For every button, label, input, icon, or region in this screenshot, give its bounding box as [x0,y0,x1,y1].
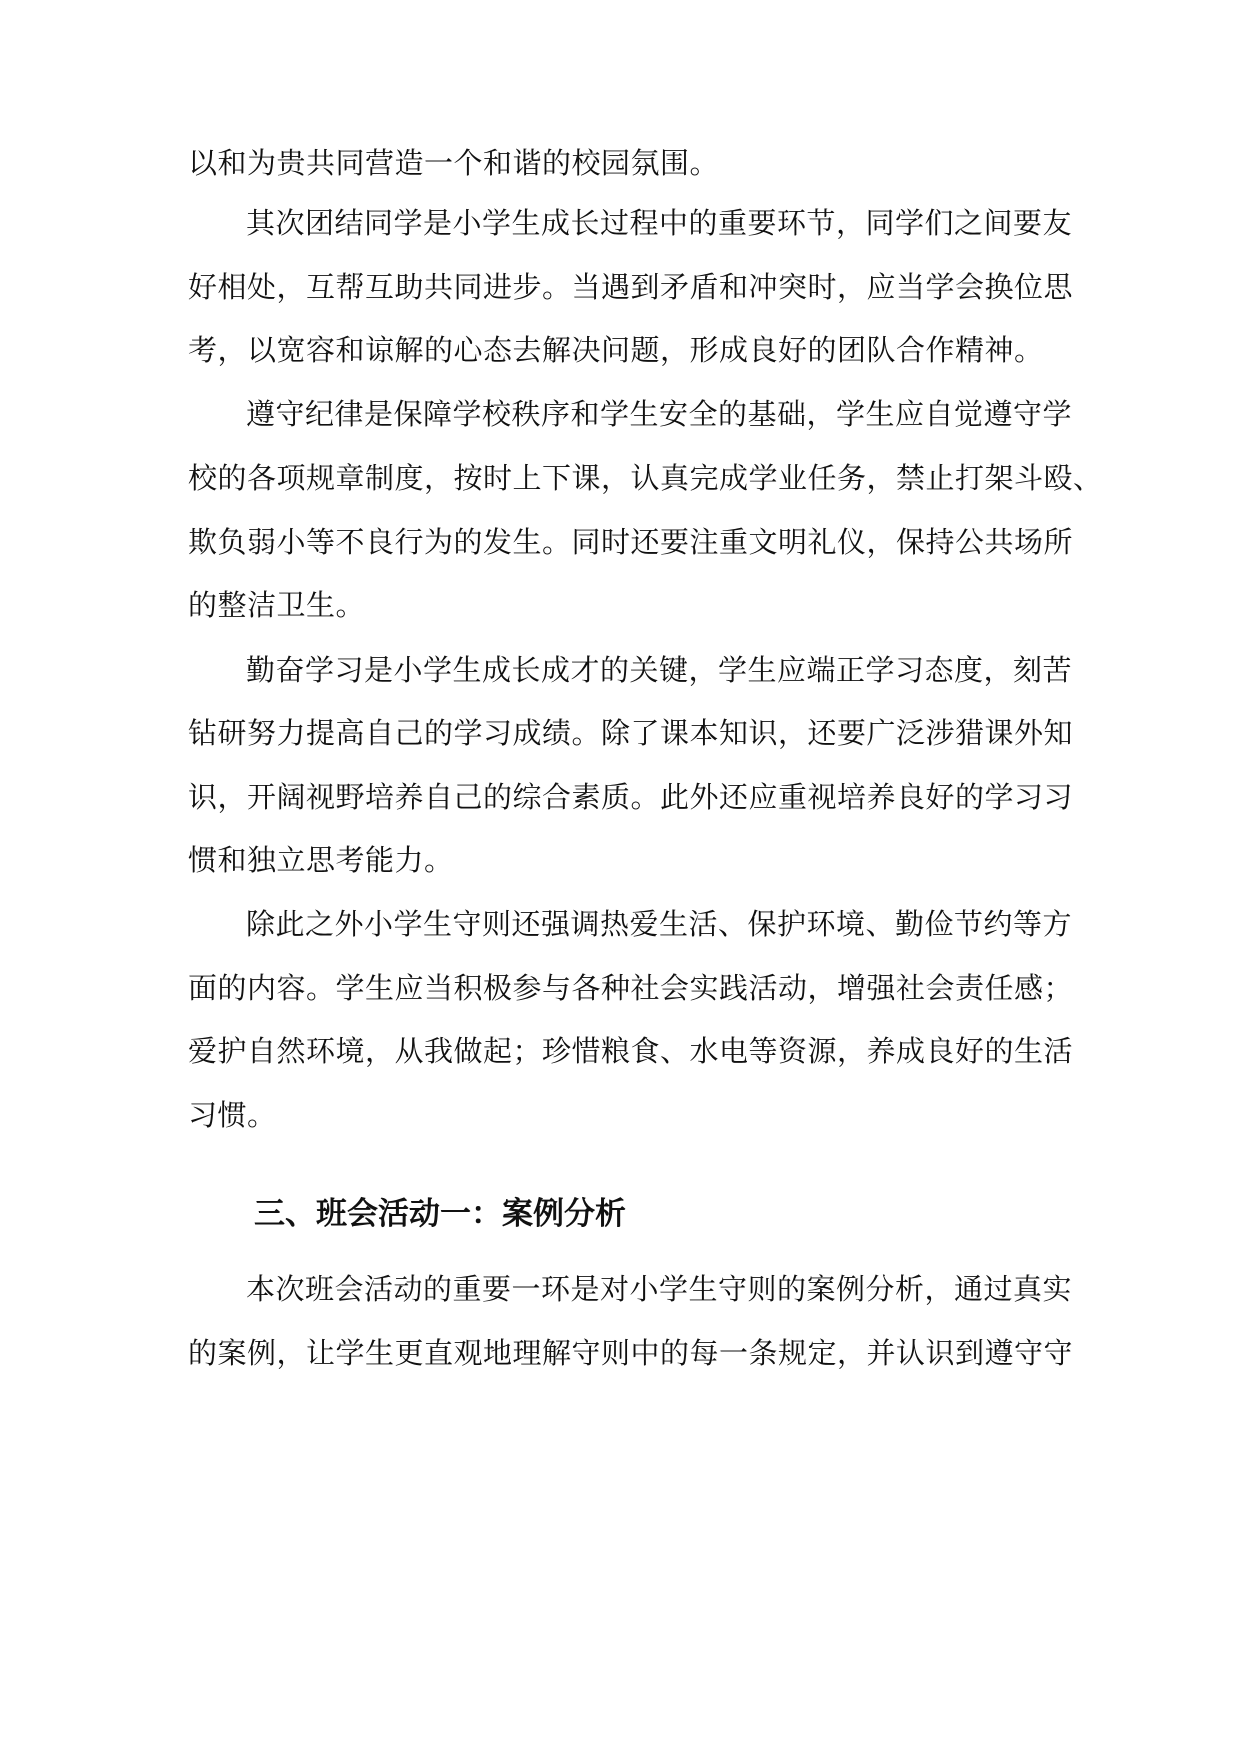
paragraph-line: 考，以宽容和谅解的心态去解决问题，形成良好的团队合作精神。 [188,333,1044,367]
paragraph-line: 爱护自然环境，从我做起；珍惜粮食、水电等资源，养成良好的生活 [188,1034,1074,1068]
paragraph-line: 钻研努力提高自己的学习成绩。除了课本知识，还要广泛涉猎课外知 [188,716,1074,750]
paragraph-line: 欺负弱小等不良行为的发生。同时还要注重文明礼仪，保持公共场所 [188,525,1074,559]
paragraph-line: 好相处，互帮互助共同进步。当遇到矛盾和冲突时，应当学会换位思 [188,270,1074,304]
paragraph-line: 识，开阔视野培养自己的综合素质。此外还应重视培养良好的学习习 [188,780,1074,814]
paragraph-line: 勤奋学习是小学生成长成才的关键，学生应端正学习态度，刻苦 [246,653,1073,687]
paragraph-line: 本次班会活动的重要一环是对小学生守则的案例分析，通过真实 [246,1272,1073,1306]
paragraph-line: 的案例，让学生更直观地理解守则中的每一条规定，并认识到遵守守 [188,1336,1074,1370]
section-heading: 三、班会活动一：案例分析 [254,1196,626,1232]
paragraph-line: 面的内容。学生应当积极参与各种社会实践活动，增强社会责任感； [188,971,1074,1005]
paragraph-line: 以和为贵共同营造一个和谐的校园氛围。 [188,146,720,180]
paragraph-line: 除此之外小学生守则还强调热爱生活、保护环境、勤俭节约等方 [246,907,1073,941]
paragraph-line: 校的各项规章制度，按时上下课，认真完成学业任务，禁止打架斗殴、 [188,461,1103,495]
paragraph-line: 惯和独立思考能力。 [188,843,454,877]
paragraph-line: 习惯。 [188,1098,277,1132]
paragraph-line: 遵守纪律是保障学校秩序和学生安全的基础，学生应自觉遵守学 [246,397,1073,431]
paragraph-line: 其次团结同学是小学生成长过程中的重要环节，同学们之间要友 [246,206,1073,240]
paragraph-line: 的整洁卫生。 [188,588,366,622]
